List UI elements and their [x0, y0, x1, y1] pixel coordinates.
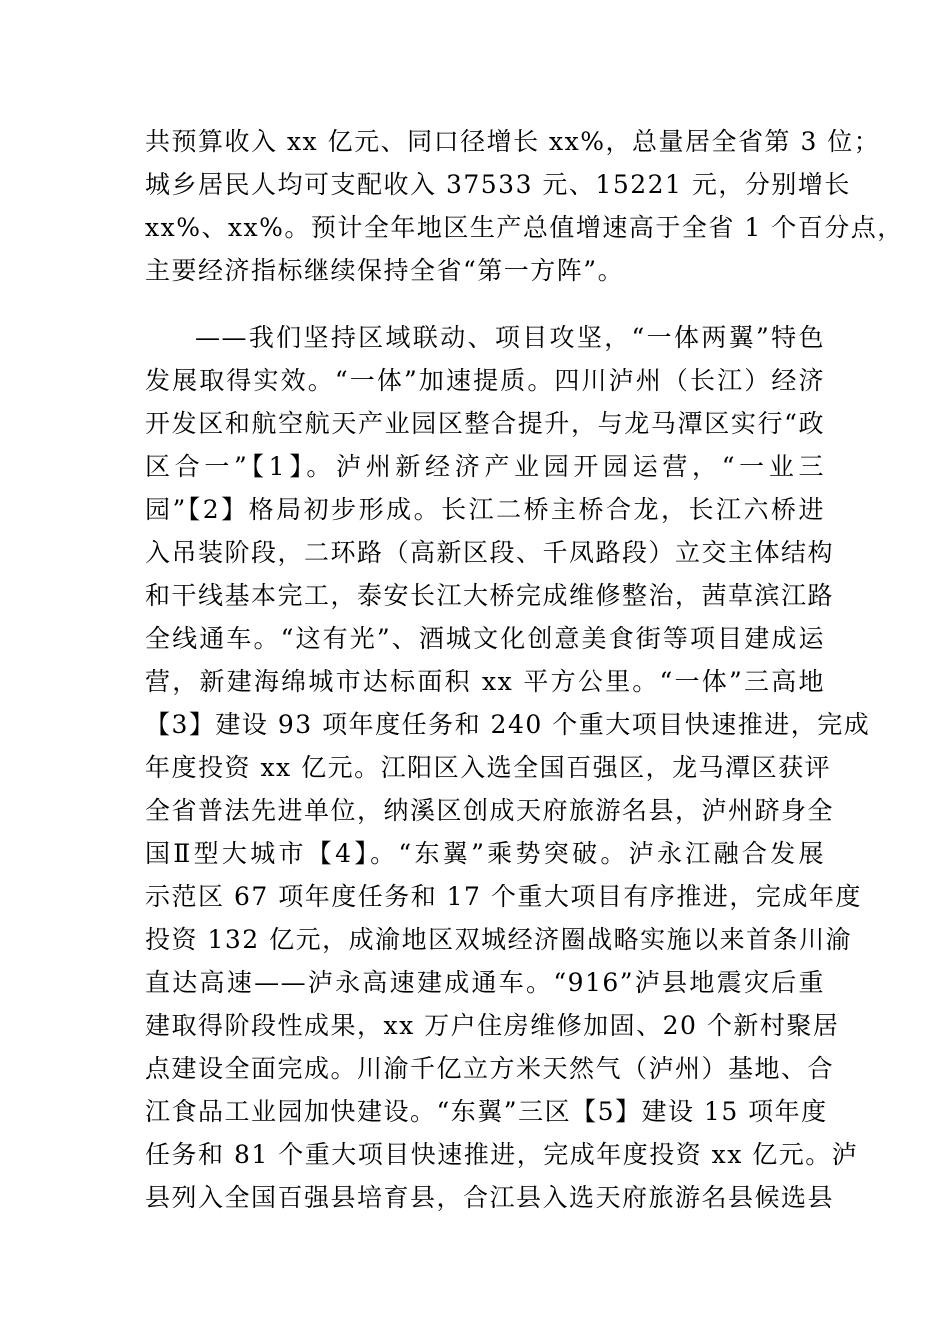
- text-line: 投资 132 亿元，成渝地区双城经济圈战略实施以来首条川渝: [145, 925, 853, 954]
- text-line: xx%、xx%。预计全年地区生产总值增速高于全省 1 个百分点，: [145, 213, 904, 242]
- text-line: 和干线基本完工，泰安长江大桥完成维修整治，茜草滨江路: [145, 581, 835, 610]
- text-line: 共预算收入 xx 亿元、同口径增长 xx%，总量居全省第 3 位；: [145, 127, 881, 156]
- text-line: 【3】建设 93 项年度任务和 240 个重大项目快速推进，完成: [145, 710, 871, 739]
- text-line: 全线通车。“这有光”、酒城文化创意美食街等项目建成运: [145, 624, 825, 653]
- text-line: 城乡居民人均可支配收入 37533 元、15221 元，分别增长: [145, 170, 851, 199]
- text-line: 点建设全面完成。川渝千亿立方米天然气（泸州）基地、合: [145, 1054, 835, 1083]
- text-line: 园”【2】格局初步形成。长江二桥主桥合龙，长江六桥进: [145, 495, 825, 524]
- text-line: 全省普法先进单位，纳溪区创成天府旅游名县，泸州跻身全: [145, 796, 835, 825]
- text-line: 示范区 67 项年度任务和 17 个重大项目有序推进，完成年度: [145, 882, 862, 911]
- text-line: 江食品工业园加快建设。“东翼”三区【5】建设 15 项年度: [145, 1097, 828, 1126]
- text-line: 年度投资 xx 亿元。江阳区入选全国百强区，龙马潭区获评: [145, 753, 832, 782]
- text-line: ——我们坚持区域联动、项目攻坚，“一体两翼”特色: [195, 323, 825, 352]
- text-line: 营，新建海绵城市达标面积 xx 平方公里。“一体”三高地: [145, 667, 825, 696]
- text-line: 入吊装阶段，二环路（高新区段、千凤路段）立交主体结构: [145, 538, 835, 567]
- text-line: 开发区和航空航天产业园区整合提升，与龙马潭区实行“政: [145, 409, 825, 438]
- text-line: 直达高速——泸永高速建成通车。“916”泸县地震灾后重: [145, 968, 825, 997]
- text-line: 建取得阶段性成果，xx 万户住房维修加固、20 个新村聚居: [145, 1011, 840, 1040]
- text-line: 国Ⅱ型大城市【4】。“东翼”乘势突破。泸永江融合发展: [145, 839, 825, 868]
- text-line: 任务和 81 个重大项目快速推进，完成年度投资 xx 亿元。泸: [145, 1140, 859, 1169]
- text-line: 区合一”【1】。泸州新经济产业园开园运营，“一业三: [145, 452, 825, 481]
- text-line: 主要经济指标继续保持全省“第一方阵”。: [145, 256, 625, 285]
- text-line: 发展取得实效。“一体”加速提质。四川泸州（长江）经济: [145, 366, 825, 395]
- text-line: 县列入全国百强县培育县，合江县入选天府旅游名县候选县: [145, 1183, 835, 1212]
